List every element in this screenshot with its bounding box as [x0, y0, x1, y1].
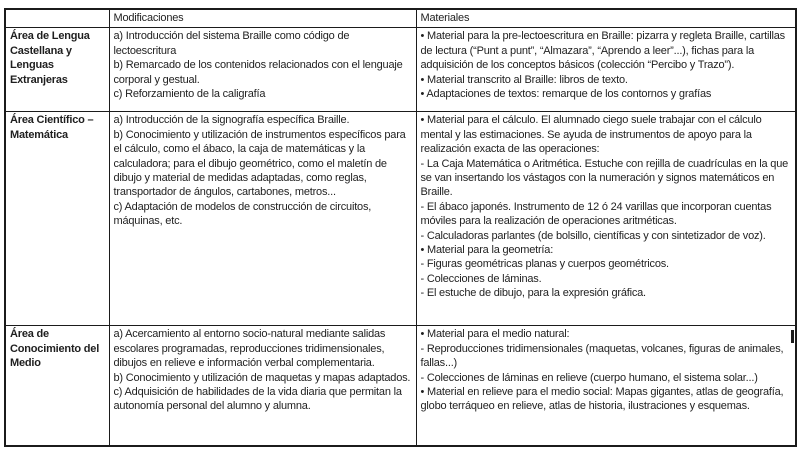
materiales-cell-conocimiento-medio	[416, 326, 796, 446]
cell-paragraph: b) Conocimiento y utilización de maquetas y mapas adaptados.	[113, 371, 411, 384]
border-tick-mark	[791, 330, 794, 343]
cell-paragraph: • Material en relieve para el medio social: Mapas gigantes, atlas de geografía, globo terráqueo en relieve, atlas de historia, ilustraciones y esquemas.	[420, 386, 784, 413]
cell-paragraph: a) Acercamiento al entorno socio-natural mediante salidas escolares programadas, reproducciones tridimensionales, dibujos en relieve e información verbal complementaria.	[113, 328, 386, 370]
cell-paragraph: c) Adaptación de modelos de construcción de circuitos, máquinas, etc.	[113, 200, 372, 228]
table-header-row	[5, 9, 796, 28]
cell-paragraph: c) Reforzamiento de la caligrafía	[113, 88, 266, 101]
cell-paragraph: - El estuche de dibujo, para la expresión gráfica.	[420, 287, 646, 300]
column-header-area	[5, 9, 109, 28]
cell-paragraph: c) Adquisición de habilidades de la vida diaria que permitan la autonomía personal del alumno y alumna.	[113, 386, 402, 413]
cell-paragraph: - Calculadoras parlantes (de bolsillo, científicas y con sintetizador de voz).	[420, 229, 766, 242]
cell-paragraph: - Figuras geométricas planas y cuerpos geométricos.	[420, 258, 669, 271]
table-row-cientifico-matematica	[5, 112, 796, 326]
cell-paragraph: • Material transcrito al Braille: libros de texto.	[420, 73, 628, 86]
column-header-modificaciones: Modificaciones	[109, 9, 416, 28]
modificaciones-cell-cientifico-matematica	[109, 112, 416, 326]
area-cell-conocimiento-medio: Área de Conocimiento del Medio	[5, 326, 109, 446]
materiales-cell-cientifico-matematica	[416, 112, 796, 326]
area-cell-cientifico-matematica: Área Científico – Matemática	[5, 112, 109, 326]
materiales-cell-lengua	[416, 28, 796, 112]
cell-paragraph: • Material para el medio natural:	[420, 328, 570, 341]
modificaciones-cell-conocimiento-medio	[109, 326, 416, 446]
cell-paragraph: - Colecciones de láminas.	[420, 272, 542, 285]
area-cell-lengua: Área de Lengua Castellana y Lenguas Extranjeras	[5, 28, 109, 112]
cell-paragraph: - La Caja Matemática o Aritmética. Estuche con rejilla de cuadrículas en la que se van insertando los vástagos con la numeración y signos matemáticos en Braille.	[420, 157, 789, 199]
cell-paragraph: • Adaptaciones de textos: remarque de los contornos y grafías	[420, 88, 712, 101]
cell-paragraph: - El ábaco japonés. Instrumento de 12 ó 24 varillas que incorporan cuentas móviles para la realización de operaciones aritméticas.	[420, 200, 772, 228]
cell-paragraph: • Material para el cálculo. El alumnado ciego suele trabajar con el cálculo mental y las estimaciones. Se ayuda de instrumentos de apoyo para la realización exacta de las operaciones:	[420, 114, 762, 156]
cell-paragraph: - Colecciones de láminas en relieve (cuerpo humano, el sistema solar...)	[420, 371, 758, 384]
cell-paragraph: b) Remarcado de los contenidos relacionados con el lenguaje corporal y gestual.	[113, 59, 403, 86]
cell-paragraph: a) Introducción de la signografía específica Braille.	[113, 114, 350, 127]
cell-paragraph: • Material para la pre-lectoescritura en Braille: pizarra y regleta Braille, cartillas de lectura (“Punt a punt”, “Almazara”, “Aprendo a leer”...), fichas para la adquisición de los conceptos básicos (colección “Percibo y Trazo”).	[420, 30, 785, 72]
column-header-materiales: Materiales	[416, 9, 796, 28]
cell-paragraph: • Material para la geometría:	[420, 244, 554, 257]
cell-paragraph: a) Introducción del sistema Braille como código de lectoescritura	[113, 30, 350, 57]
cell-paragraph: b) Conocimiento y utilización de instrumentos específicos para el cálculo, como el ábaco, la caja de matemáticas y la calculadora; para el dibujo geométrico, como el maletín de dibujo y material de medidas adaptadas, como reglas, transportador de ángulos, cartabones, metros...	[113, 128, 406, 199]
table-row-lengua	[5, 28, 796, 112]
curriculum-adaptations-table	[4, 8, 797, 447]
modificaciones-cell-lengua	[109, 28, 416, 112]
table-row-conocimiento-medio	[5, 326, 796, 446]
cell-paragraph: - Reproducciones tridimensionales (maquetas, volcanes, figuras de animales, fallas...)	[420, 342, 784, 370]
